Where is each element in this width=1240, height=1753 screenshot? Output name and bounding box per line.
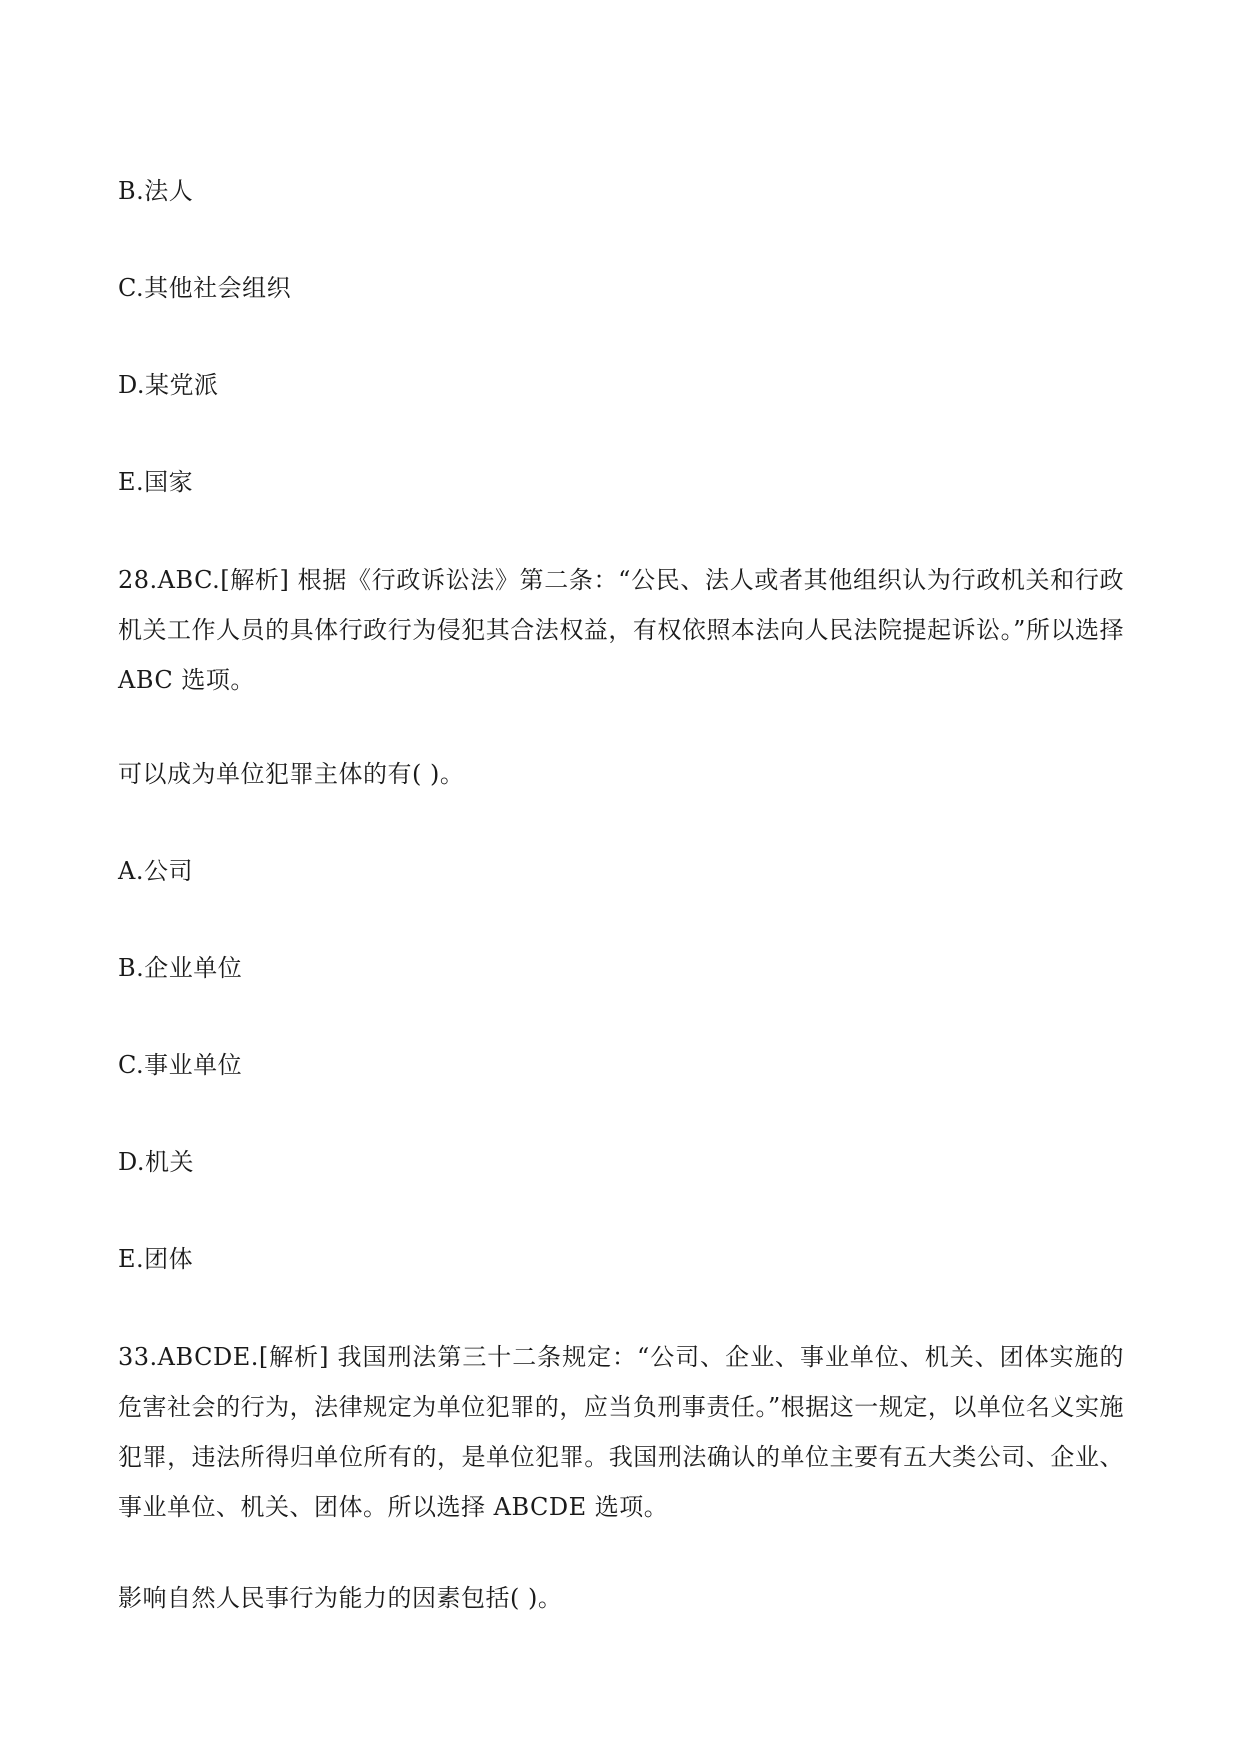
answer-28-explanation: 28.ABC.[解析] 根据《行政诉讼法》第二条：“公民、法人或者其他组织认为行政机关和行政机关工作人员的具体行政行为侵犯其合法权益，有权依照本法向人民法院提起诉讼。”所以选择 ABC 选项。 <box>118 566 1124 694</box>
question-civil-capacity-factors: 影响自然人民事行为能力的因素包括( )。 <box>118 1584 563 1612</box>
option-d-organ: D.机关 <box>118 1148 195 1176</box>
option-c-other-social-organization: C.其他社会组织 <box>118 274 292 302</box>
option-d-party: D.某党派 <box>118 371 219 399</box>
option-e-group: E.团体 <box>118 1245 194 1273</box>
option-e-state: E.国家 <box>118 468 194 496</box>
option-a-company: A.公司 <box>118 857 193 885</box>
question-unit-crime-subject: 可以成为单位犯罪主体的有( )。 <box>118 760 465 788</box>
answer-33-explanation: 33.ABCDE.[解析] 我国刑法第三十二条规定：“公司、企业、事业单位、机关、团体实施的危害社会的行为，法律规定为单位犯罪的，应当负刑事责任。”根据这一规定，以单位名义实施犯罪，违法所得归单位所有的，是单位犯罪。我国刑法确认的单位主要有五大类公司、企业、事业单位、机关、团体。所以选择 ABCDE 选项。 <box>118 1343 1124 1521</box>
option-c-institution: C.事业单位 <box>118 1051 243 1079</box>
option-b-enterprise: B.企业单位 <box>118 954 243 982</box>
option-b-legal-person: B.法人 <box>118 177 194 205</box>
